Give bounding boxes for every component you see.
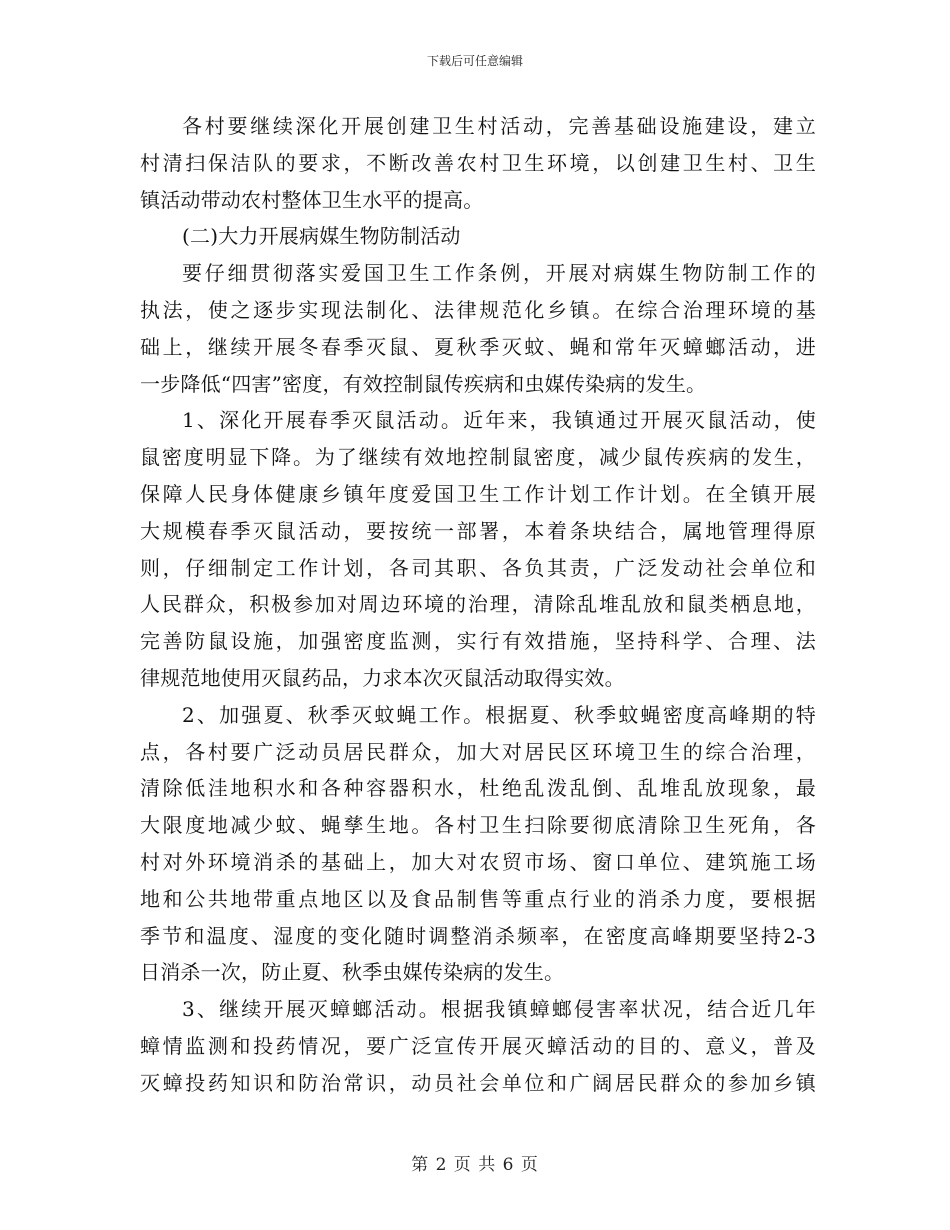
text-line: 2、加强夏、秋季灭蚊蝇工作。根据夏、秋季蚊蝇密度高峰期的特 xyxy=(182,702,816,727)
paragraph xyxy=(140,697,816,991)
text-line: 灭蟑投药知识和防治常识，动员社会单位和广阔居民群众的参加乡镇 xyxy=(140,1070,816,1095)
text-line: 执法，使之逐步实现法制化、法律规范化乡镇。在综合治理环境的基 xyxy=(140,297,816,322)
text-line: 要仔细贯彻落实爱国卫生工作条例，开展对病媒生物防制工作的 xyxy=(182,261,816,286)
text-line: 则，仔细制定工作计划，各司其职、各负其责，广泛发动社会单位和 xyxy=(140,555,816,580)
text-line: 完善防鼠设施，加强密度监测，实行有效措施，坚持科学、合理、法 xyxy=(140,629,816,654)
paragraph xyxy=(140,991,816,1101)
paragraph xyxy=(140,402,816,696)
text-line: 一步降低“四害”密度，有效控制鼠传疾病和虫媒传染病的发生。 xyxy=(140,371,707,396)
text-line: 大规模春季灭鼠活动，要按统一部署，本着条块结合，属地管理得原 xyxy=(140,518,816,543)
page-header: 下载后可任意编辑 xyxy=(426,54,523,68)
text-line: 清除低洼地积水和各种容器积水，杜绝乱泼乱倒、乱堆乱放现象，最 xyxy=(140,776,816,801)
text-line: (二)大力开展病媒生物防制活动 xyxy=(182,224,461,249)
text-line: 镇活动带动农村整体卫生水平的提高。 xyxy=(140,187,484,212)
text-line: 日消杀一次，防止夏、秋季虫媒传染病的发生。 xyxy=(140,960,565,985)
text-line: 鼠密度明显下降。为了继续有效地控制鼠密度，减少鼠传疾病的发生， xyxy=(140,445,816,470)
text-line: 1、深化开展春季灭鼠活动。近年来，我镇通过开展灭鼠活动，使 xyxy=(182,408,816,433)
paragraph xyxy=(140,108,816,218)
section-heading xyxy=(140,218,816,255)
text-line: 人民群众，积极参加对周边环境的治理，清除乱堆乱放和鼠类栖息地， xyxy=(140,592,816,617)
text-line: 保障人民身体健康乡镇年度爱国卫生工作计划工作计划。在全镇开展 xyxy=(140,481,816,506)
text-line: 季节和温度、湿度的变化随时调整消杀频率，在密度高峰期要坚持2-3 xyxy=(140,923,816,948)
text-line: 点，各村要广泛动员居民群众，加大对居民区环境卫生的综合治理， xyxy=(140,739,816,764)
text-line: 大限度地减少蚊、蝇孳生地。各村卫生扫除要彻底清除卫生死角，各 xyxy=(140,813,816,838)
text-line: 地和公共地带重点地区以及食品制售等重点行业的消杀力度，要根据 xyxy=(140,886,816,911)
text-line: 础上，继续开展冬春季灭鼠、夏秋季灭蚊、蝇和常年灭蟑螂活动，进 xyxy=(140,334,816,359)
text-line: 蟑情监测和投药情况，要广泛宣传开展灭蟑活动的目的、意义，普及 xyxy=(140,1033,816,1058)
text-line: 村对外环境消杀的基础上，加大对农贸市场、窗口单位、建筑施工场 xyxy=(140,849,816,874)
text-line: 村清扫保洁队的要求，不断改善农村卫生环境，以创建卫生村、卫生 xyxy=(140,150,816,175)
text-line: 各村要继续深化开展创建卫生村活动，完善基础设施建设，建立 xyxy=(182,114,816,138)
document-body xyxy=(140,108,816,1102)
paragraph xyxy=(140,255,816,402)
text-line: 3、继续开展灭蟑螂活动。根据我镇蟑螂侵害率状况，结合近几年 xyxy=(182,997,816,1022)
page-footer: 第 2 页 共 6 页 xyxy=(411,1155,539,1175)
text-line: 律规范地使用灭鼠药品，力求本次灭鼠活动取得实效。 xyxy=(140,665,625,690)
